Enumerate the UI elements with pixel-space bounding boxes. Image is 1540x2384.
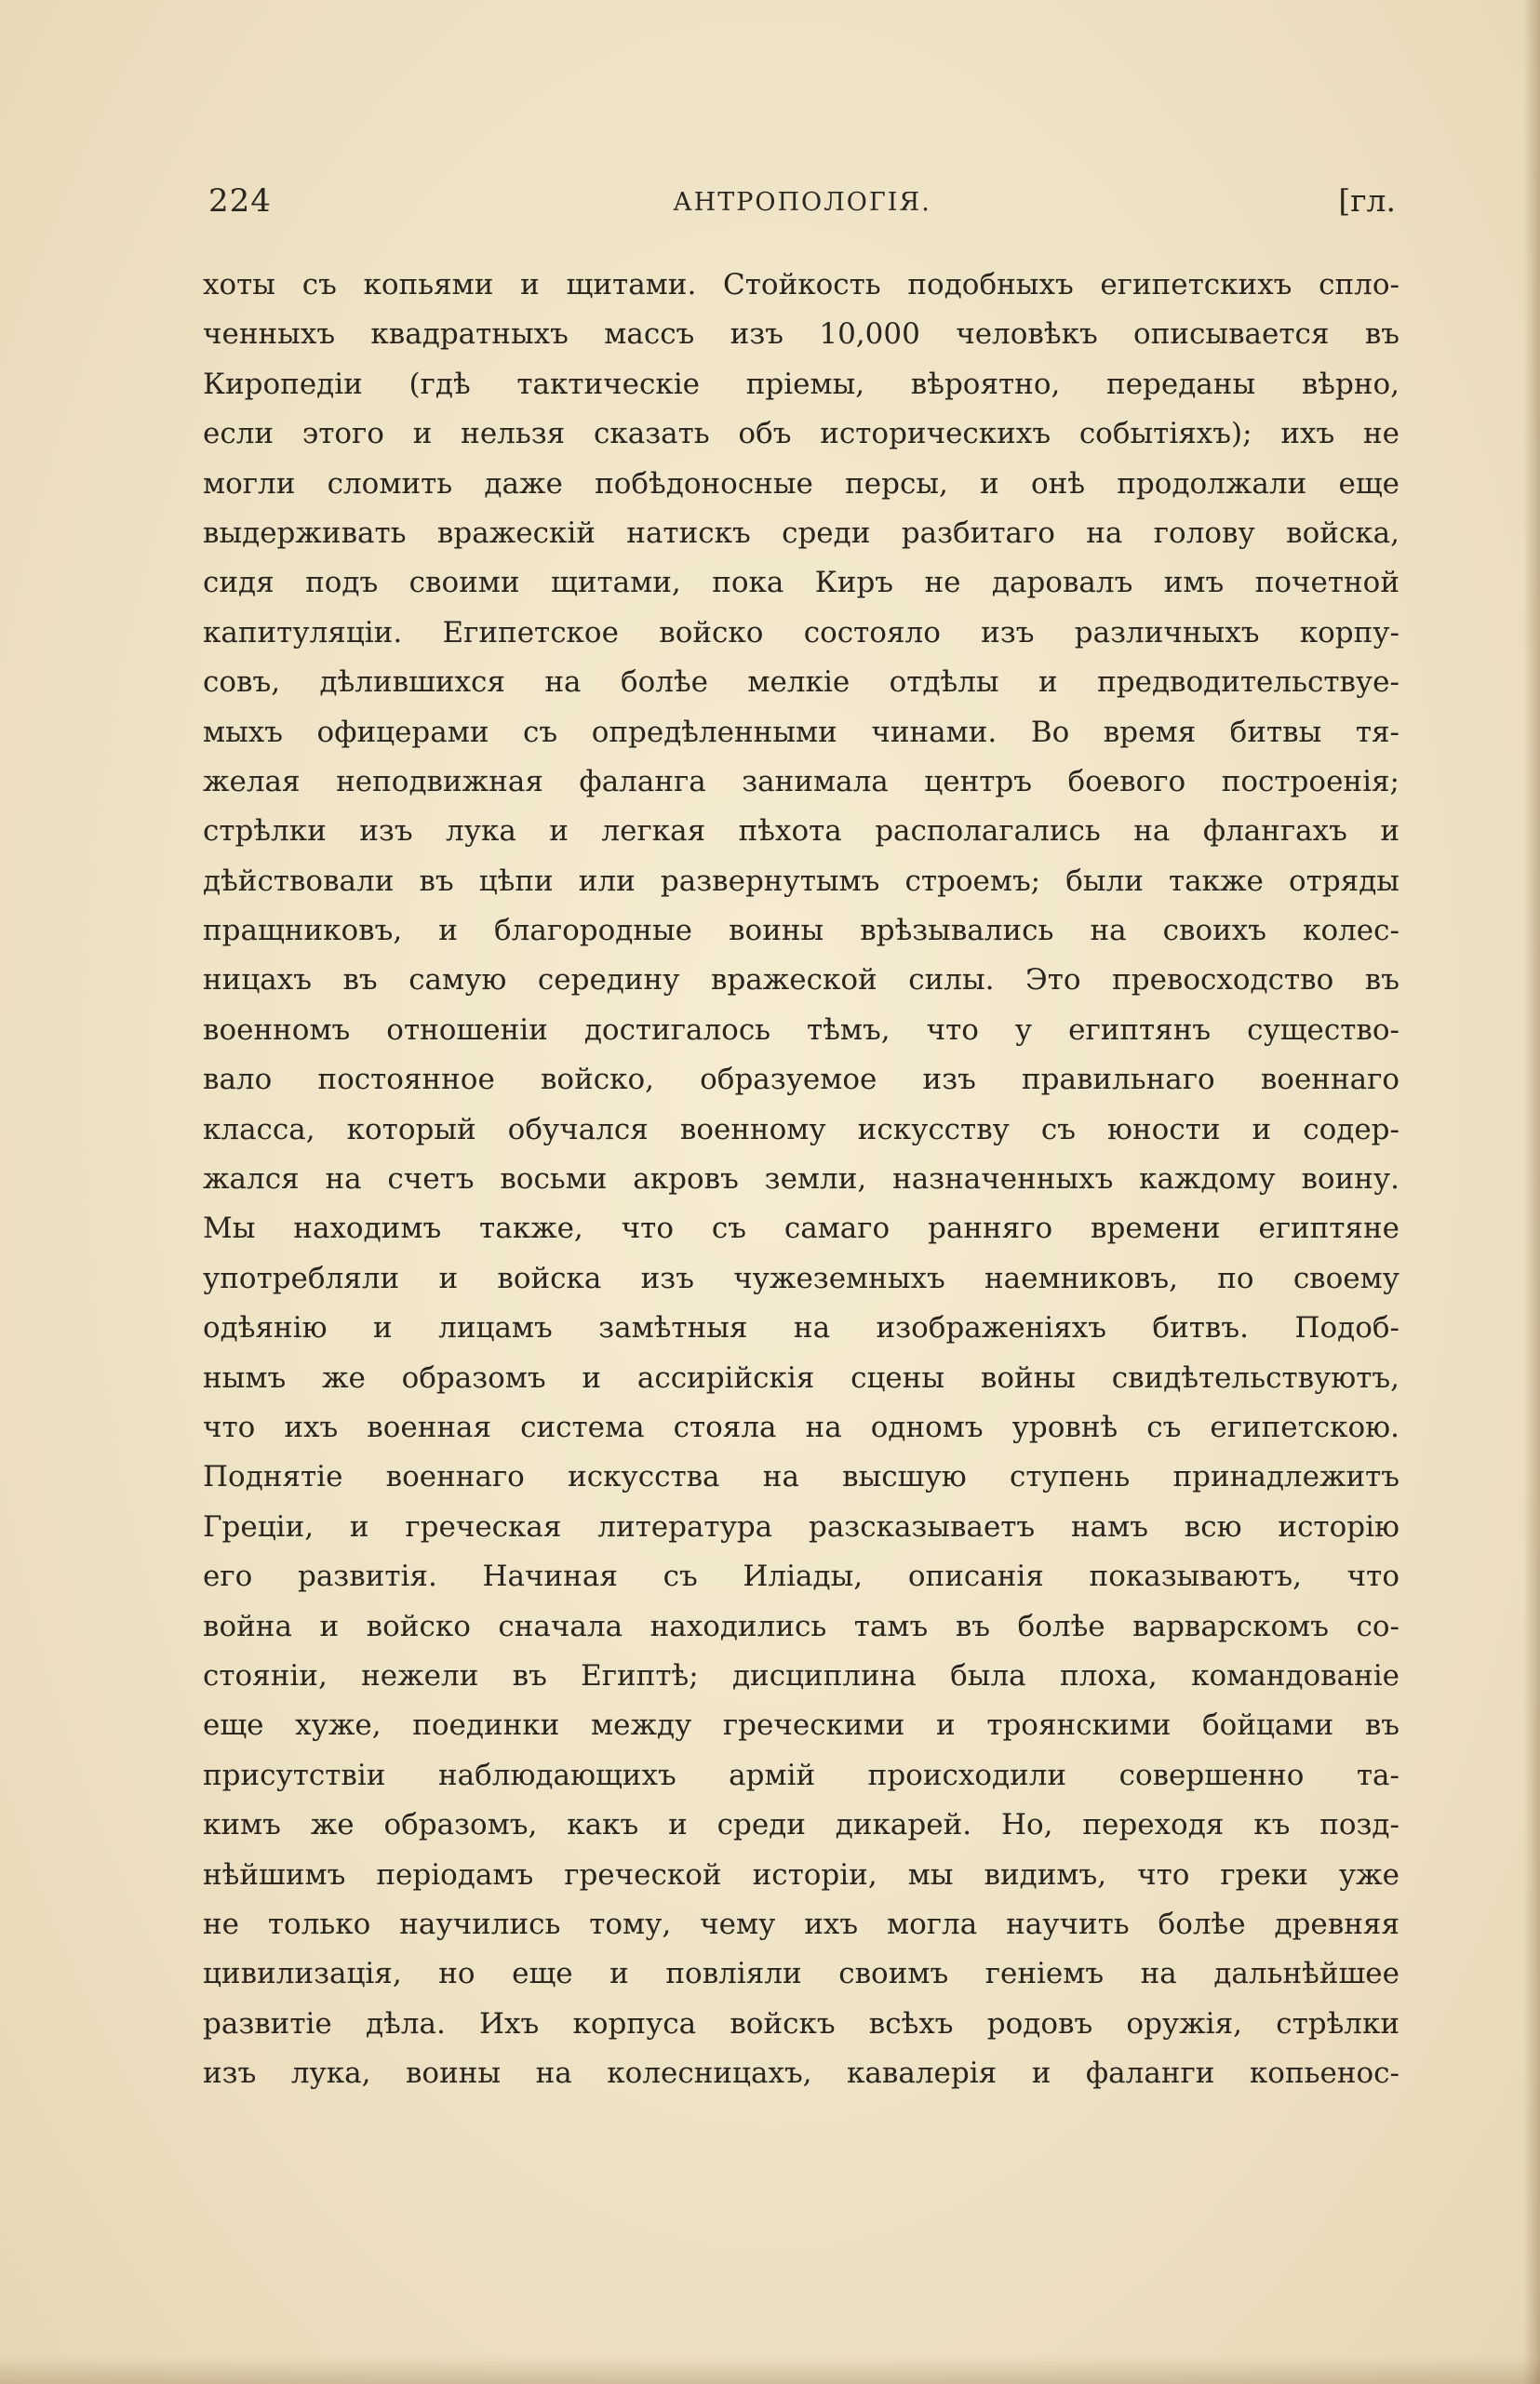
text-line: пращниковъ, и благородные воины врѣзывались на своихъ колес- [203, 914, 1399, 948]
page-number: 224 [208, 182, 272, 220]
text-line: хоты съ копьями и щитами. Стойкость подобныхъ египетскихъ спло- [203, 268, 1399, 301]
text-line: дѣйствовали въ цѣпи или развернутымъ строемъ; были также отряды [203, 864, 1399, 898]
text-line: цивилизація, но еще и повліяли своимъ геніемъ на дальнѣйшее [203, 1957, 1399, 1991]
body-text [203, 261, 1399, 2098]
text-line: кимъ же образомъ, какъ и среди дикарей. Но, переходя къ позд- [203, 1808, 1399, 1842]
text-line: ченныхъ квадратныхъ массъ изъ 10,000 человѣкъ описывается въ [203, 317, 1399, 352]
chapter-reference: [гл. [1338, 182, 1396, 219]
text-line: нѣйшимъ періодамъ греческой исторіи, мы видимъ, что греки уже [203, 1857, 1399, 1892]
text-line: нымъ же образомъ и ассирійскія сцены войны свидѣтельствуютъ, [203, 1360, 1399, 1395]
text-line: Мы находимъ также, что съ самаго ранняго времени египтяне [203, 1212, 1399, 1246]
text-line: капитуляціи. Египетское войско состояло изъ различныхъ корпу- [203, 615, 1399, 650]
text-line: военномъ отношеніи достигалось тѣмъ, что у египтянъ существо- [203, 1012, 1399, 1047]
text-line: стояніи, нежели въ Египтѣ; дисциплина была плоха, командованіе [203, 1658, 1399, 1693]
text-line: вало постоянное войско, образуемое изъ правильнаго военнаго [203, 1063, 1399, 1097]
text-line: класса, который обучался военному искусству съ юности и содер- [203, 1112, 1399, 1146]
text-line: еще хуже, поединки между греческими и троянскими бойцами въ [203, 1708, 1399, 1743]
text-line: если этого и нельзя сказать объ историческихъ событіяхъ); ихъ не [203, 417, 1399, 451]
text-line: развитіе дѣла. Ихъ корпуса войскъ всѣхъ родовъ оружія, стрѣлки [203, 2006, 1399, 2041]
text-line: желая неподвижная фаланга занимала центръ боевого построенія; [203, 764, 1399, 798]
text-line: что ихъ военная система стояла на одномъ уровнѣ съ египетскою. [203, 1410, 1399, 1444]
text-line: одѣянію и лицамъ замѣтныя на изображеніяхъ битвъ. Подоб- [203, 1311, 1399, 1346]
text-line: Киропедіи (гдѣ тактическіе пріемы, вѣроятно, переданы вѣрно, [203, 367, 1399, 401]
text-line: война и войско сначала находились тамъ въ болѣе варварскомъ со- [203, 1609, 1399, 1643]
text-line: употребляли и войска изъ чужеземныхъ наемниковъ, по своему [203, 1261, 1399, 1295]
text-line: сидя подъ своими щитами, пока Киръ не даровалъ имъ почетной [203, 566, 1399, 600]
page-header [208, 182, 1396, 231]
text-line: жался на счетъ восьми акровъ земли, назначенныхъ каждому воину. [203, 1162, 1399, 1197]
text-line: присутствіи наблюдающихъ армій происходили совершенно та- [203, 1758, 1399, 1792]
page-edge-shadow [1523, 0, 1540, 2384]
page-bottom-shadow [0, 2356, 1540, 2384]
text-line: выдерживать вражескій натискъ среди разбитаго на голову войска, [203, 516, 1399, 550]
text-line: его развитія. Начиная съ Иліады, описанія показываютъ, что [203, 1560, 1399, 1594]
running-title: АНТРОПОЛОГІЯ. [673, 188, 931, 217]
text-line: стрѣлки изъ лука и легкая пѣхота располагались на флангахъ и [203, 814, 1399, 849]
text-line: совъ, дѣлившихся на болѣе мелкіе отдѣлы и предводительствуе- [203, 665, 1399, 700]
text-line: изъ лука, воины на колесницахъ, кавалерія и фаланги копьенос- [203, 2056, 1399, 2091]
text-line: мыхъ офицерами съ опредѣленными чинами. Во время битвы тя- [203, 715, 1399, 749]
text-line: Греціи, и греческая литература разсказываетъ намъ всю исторію [203, 1509, 1399, 1544]
text-line: Поднятіе военнаго искусства на высшую ступень принадлежитъ [203, 1460, 1399, 1494]
text-line: ницахъ въ самую середину вражеской силы. Это превосходство въ [203, 963, 1399, 998]
text-line: не только научились тому, чему ихъ могла научить болѣе древняя [203, 1907, 1399, 1941]
text-line: могли сломить даже побѣдоносные персы, и онѣ продолжали еще [203, 466, 1399, 501]
